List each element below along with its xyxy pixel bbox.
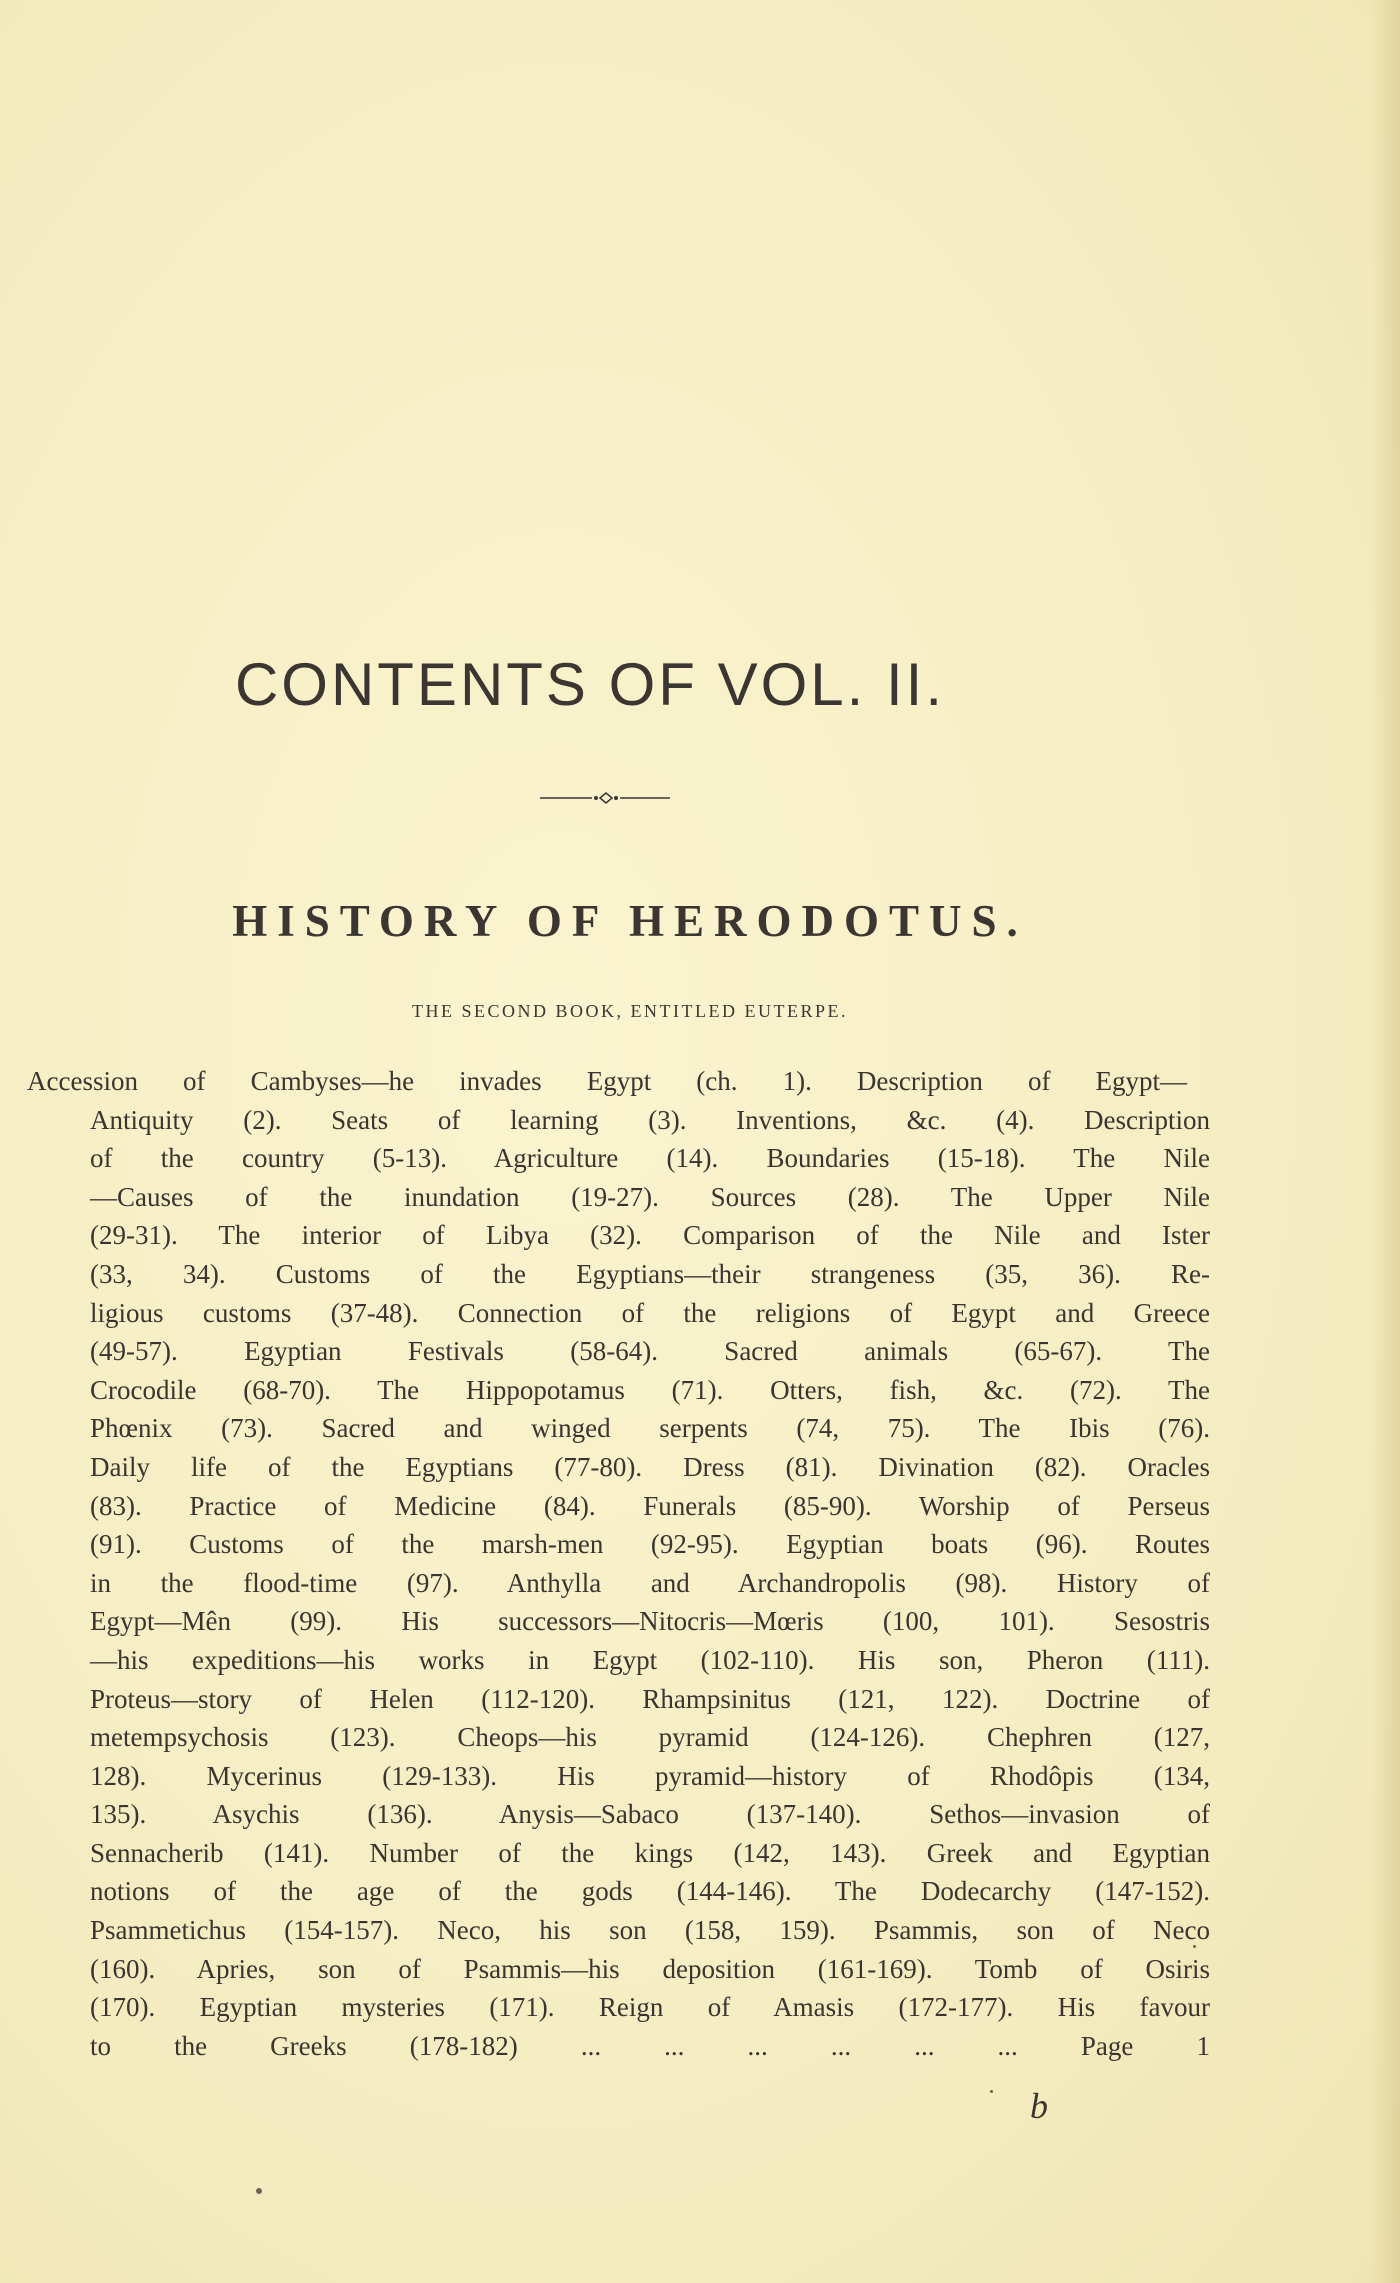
contents-line: Antiquity (2). Seats of learning (3). Inventions, &c. (4). Description (90, 1104, 1210, 1135)
contents-line: (33, 34). Customs of the Egyptians—their strangeness (35, 36). Re- (90, 1258, 1210, 1289)
contents-line: —Causes of the inundation (19-27). Sources (28). The Upper Nile (90, 1181, 1210, 1212)
print-speck (1193, 1945, 1196, 1948)
print-speck (256, 2188, 262, 2194)
ornament-divider (540, 790, 670, 806)
contents-line: —his expeditions—his works in Egypt (102-110). His son, Pheron (111). (90, 1644, 1210, 1675)
contents-line: metempsychosis (123). Cheops—his pyramid (124-126). Chephren (127, (90, 1722, 1210, 1753)
signature-mark: b (1030, 2086, 1048, 2126)
contents-line: Proteus—story of Helen (112-120). Rhampsinitus (121, 122). Doctrine of (90, 1683, 1210, 1714)
contents-line: (160). Apries, son of Psammis—his deposition (161-169). Tomb of Osiris (90, 1953, 1210, 1984)
contents-line: 135). Asychis (136). Anysis—Sabaco (137-140). Sethos—invasion of (90, 1799, 1210, 1830)
contents-line: (29-31). The interior of Libya (32). Comparison of the Nile and Ister (90, 1220, 1210, 1251)
contents-line: Egypt—Mên (99). His successors—Nitocris—Mœris (100, 101). Sesostris (90, 1606, 1210, 1637)
contents-line: Crocodile (68-70). The Hippopotamus (71). Otters, fish, &c. (72). The (90, 1374, 1210, 1405)
contents-line: Accession of Cambyses—he invades Egypt (ch. 1). Description of Egypt— (27, 1066, 1187, 1096)
contents-line: Daily life of the Egyptians (77-80). Dress (81). Divination (82). Oracles (90, 1451, 1210, 1482)
contents-line: (170). Egyptian mysteries (171). Reign of Amasis (172-177). His favour (90, 1992, 1210, 2023)
page-title: CONTENTS OF VOL. II. (234, 651, 946, 718)
page-edge-shading (1370, 0, 1400, 2283)
contents-line: (83). Practice of Medicine (84). Funerals (85-90). Worship of Perseus (90, 1490, 1210, 1521)
contents-paragraph (27, 1062, 1210, 2065)
contents-line: Sennacherib (141). Number of the kings (142, 143). Greek and Egyptian (90, 1837, 1210, 1868)
contents-line: of the country (5-13). Agriculture (14). Boundaries (15-18). The Nile (90, 1143, 1210, 1174)
contents-line-page-ref: to the Greeks (178-182) ... ... ... ... ... ... Page 1 (90, 2030, 1210, 2061)
contents-line: (49-57). Egyptian Festivals (58-64). Sacred animals (65-67). The (90, 1336, 1210, 1367)
contents-line: notions of the age of the gods (144-146). The Dodecarchy (147-152). (90, 1876, 1210, 1907)
contents-line: 128). Mycerinus (129-133). His pyramid—history of Rhodôpis (134, (90, 1760, 1210, 1791)
print-speck (990, 2090, 993, 2093)
contents-line: Psammetichus (154-157). Neco, his son (158, 159). Psammis, son of Neco (90, 1915, 1210, 1946)
contents-line: Phœnix (73). Sacred and winged serpents (74, 75). The Ibis (76). (90, 1413, 1210, 1444)
contents-line: ligious customs (37-48). Connection of the religions of Egypt and Greece (90, 1297, 1210, 1328)
contents-line: in the flood-time (97). Anthylla and Archandropolis (98). History of (90, 1567, 1210, 1598)
book-heading: THE SECOND BOOK, ENTITLED EUTERPE. (412, 1001, 848, 1021)
work-title: HISTORY OF HERODOTUS. (232, 896, 1028, 946)
contents-line: (91). Customs of the marsh-men (92-95). Egyptian boats (96). Routes (90, 1529, 1210, 1560)
